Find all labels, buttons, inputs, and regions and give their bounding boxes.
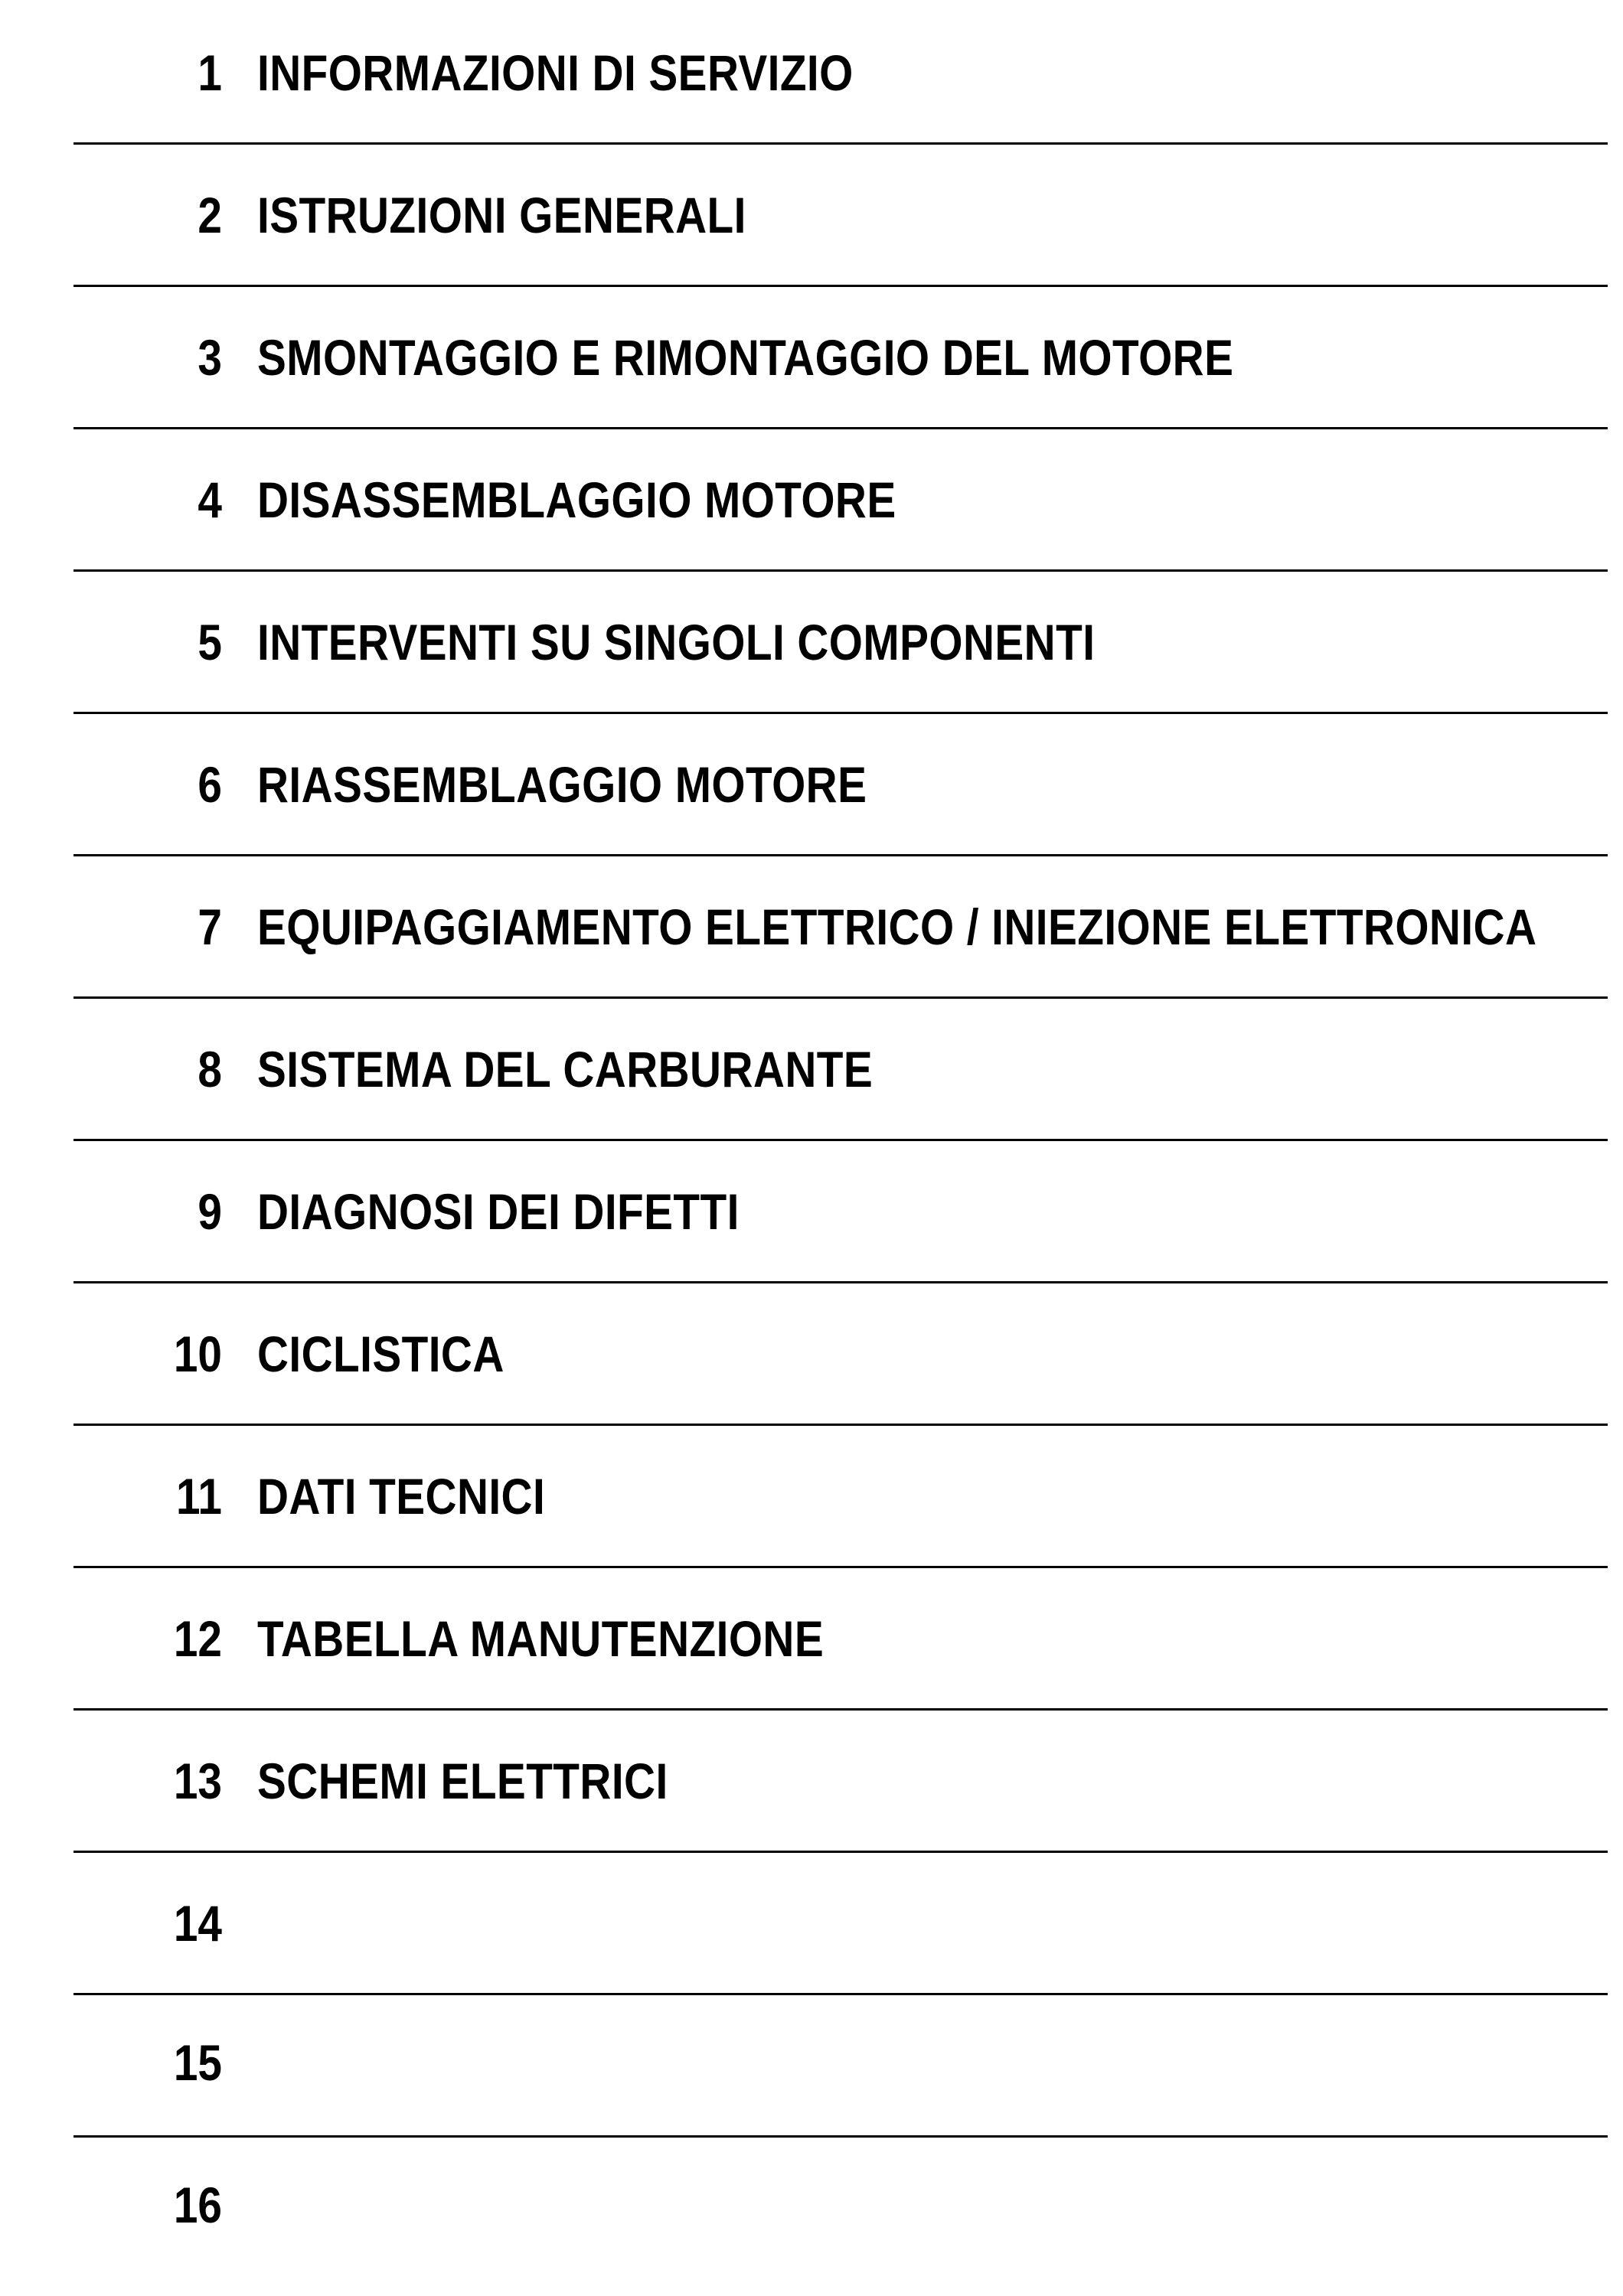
toc-entry-title: DIAGNOSI DEI DIFETTI [257,1183,740,1240]
toc-entry-title: TABELLA MANUTENZIONE [257,1610,825,1667]
toc-entry-title: SISTEMA DEL CARBURANTE [257,1041,874,1097]
toc-entry-number: 13 [173,1753,222,1809]
toc-entry-title: RIASSEMBLAGGIO MOTORE [257,756,867,813]
toc-entry-6[interactable] [0,712,1623,854]
toc-entry-8[interactable] [0,996,1623,1139]
toc-entry-title: DATI TECNICI [257,1468,546,1525]
toc-entry-title: SMONTAGGIO E RIMONTAGGIO DEL MOTORE [257,329,1234,386]
toc-entry-1[interactable] [0,0,1623,142]
toc-entry-number: 14 [173,1895,222,1952]
toc-entry-number: 7 [198,899,222,955]
toc-entry-number: 15 [173,2034,222,2091]
toc-entry-number: 11 [175,1468,222,1525]
toc-entry-number: 12 [173,1610,222,1667]
toc-entry-number: 2 [198,187,222,243]
toc-entry-number: 10 [173,1326,222,1382]
toc-entry-title: INTERVENTI SU SINGOLI COMPONENTI [257,614,1096,670]
toc-entry-title: SCHEMI ELETTRICI [257,1753,668,1809]
toc-entry-2[interactable] [0,142,1623,285]
toc-entry-title: INFORMAZIONI DI SERVIZIO [257,44,854,101]
toc-entry-7[interactable] [0,854,1623,996]
toc-entry-number: 8 [198,1041,222,1097]
toc-entry-number: 4 [198,471,222,528]
toc-entry-number: 1 [198,44,222,101]
toc-entry-4[interactable] [0,427,1623,569]
toc-entry-15[interactable] [0,1993,1623,2135]
toc-entry-number: 9 [198,1183,222,1240]
toc-entry-title: DISASSEMBLAGGIO MOTORE [257,471,896,528]
toc-entry-number: 6 [198,756,222,813]
toc-entry-12[interactable] [0,1566,1623,1708]
toc-entry-9[interactable] [0,1139,1623,1281]
toc-entry-14[interactable] [0,1851,1623,1993]
toc-entry-title: CICLISTICA [257,1326,505,1382]
toc-entry-3[interactable] [0,285,1623,427]
toc-entry-number: 16 [173,2177,222,2233]
toc-entry-number: 3 [198,329,222,386]
toc-entry-16[interactable] [0,2135,1623,2278]
toc-entry-5[interactable] [0,569,1623,712]
toc-entry-title: ISTRUZIONI GENERALI [257,187,746,243]
toc-entry-10[interactable] [0,1281,1623,1424]
toc-entry-11[interactable] [0,1424,1623,1566]
toc-entry-number: 5 [198,614,222,670]
toc-entry-title: EQUIPAGGIAMENTO ELETTRICO / INIEZIONE ELETTRONICA [257,899,1537,955]
toc-entry-13[interactable] [0,1708,1623,1851]
